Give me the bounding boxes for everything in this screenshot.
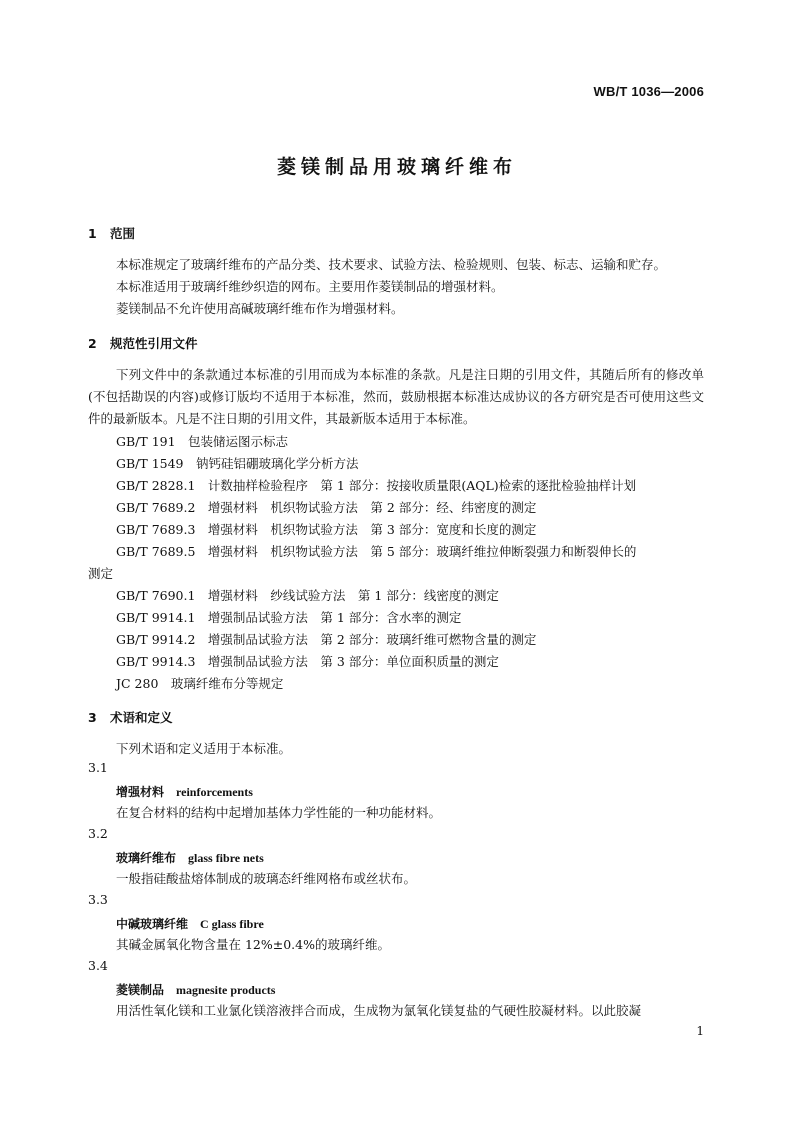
reference-item: GB/T 9914.1 增强制品试验方法 第 1 部分：含水率的测定 xyxy=(116,610,462,625)
term-title xyxy=(116,981,275,998)
term-en: reinforcements xyxy=(176,785,253,799)
reference-item: GB/T 7690.1 增强材料 纱线试验方法 第 1 部分：线密度的测定 xyxy=(116,588,499,603)
term-definition: 在复合材料的结构中起增加基体力学性能的一种功能材料。 xyxy=(116,805,442,820)
reference-item: GB/T 9914.2 增强制品试验方法 第 2 部分：玻璃纤维可燃物含量的测定 xyxy=(116,632,537,647)
term-en: C glass fibre xyxy=(200,917,264,931)
term-number: 3.2 xyxy=(88,826,108,841)
term-title xyxy=(116,783,253,800)
term-definition: 其碱金属氧化物含量在 12%±0.4%的玻璃纤维。 xyxy=(116,937,390,952)
reference-item: GB/T 7689.2 增强材料 机织物试验方法 第 2 部分：经、纬密度的测定 xyxy=(116,500,537,515)
section-number: 3 xyxy=(88,710,97,725)
reference-item: GB/T 7689.3 增强材料 机织物试验方法 第 3 部分：宽度和长度的测定 xyxy=(116,522,537,537)
section-heading-1 xyxy=(88,224,135,242)
term-definition: 用活性氧化镁和工业氯化镁溶液拌合而成，生成物为氯氧化镁复盐的气硬性胶凝材料。以此胶凝 xyxy=(116,1003,642,1018)
term-title xyxy=(116,849,264,866)
section-title: 规范性引用文件 xyxy=(110,336,198,351)
section-number: 2 xyxy=(88,336,97,351)
reference-item-continued: 测定 xyxy=(88,566,114,581)
term-definition: 一般指硅酸盐熔体制成的玻璃态纤维网格布或丝状布。 xyxy=(116,871,417,886)
section-title: 术语和定义 xyxy=(110,710,173,725)
reference-item: GB/T 1549 钠钙硅铝硼玻璃化学分析方法 xyxy=(116,456,359,471)
reference-item: GB/T 7689.5 增强材料 机织物试验方法 第 5 部分：玻璃纤维拉伸断裂强力和断裂伸长的 xyxy=(116,544,637,559)
reference-item: GB/T 191 包装储运图示标志 xyxy=(116,434,289,449)
reference-item: GB/T 9914.3 增强制品试验方法 第 3 部分：单位面积质量的测定 xyxy=(116,654,499,669)
term-title xyxy=(116,915,264,932)
paragraph: 下列术语和定义适用于本标准。 xyxy=(116,741,292,756)
paragraph: 本标准规定了玻璃纤维布的产品分类、技术要求、试验方法、检验规则、包装、标志、运输和贮存。 xyxy=(116,257,667,272)
term-number: 3.3 xyxy=(88,892,108,907)
paragraph: 本标准适用于玻璃纤维纱织造的网布。主要用作菱镁制品的增强材料。 xyxy=(116,279,504,294)
term-number: 3.4 xyxy=(88,958,108,973)
term-zh: 中碱玻璃纤维 xyxy=(116,917,189,931)
term-zh: 增强材料 xyxy=(116,785,165,799)
section-title: 范围 xyxy=(110,226,136,241)
reference-item: GB/T 2828.1 计数抽样检验程序 第 1 部分：按接收质量限(AQL)检索的逐批检验抽样计划 xyxy=(116,478,637,493)
standard-code: WB/T 1036—2006 xyxy=(593,84,704,99)
term-zh: 玻璃纤维布 xyxy=(116,851,177,865)
term-en: magnesite products xyxy=(176,983,276,997)
page-number: 1 xyxy=(696,1024,704,1038)
term-zh: 菱镁制品 xyxy=(116,983,165,997)
paragraph: 菱镁制品不允许使用高碱玻璃纤维布作为增强材料。 xyxy=(116,301,404,316)
reference-item: JC 280 玻璃纤维布分等规定 xyxy=(116,676,284,691)
section-heading-2 xyxy=(88,334,198,352)
section-number: 1 xyxy=(88,226,97,241)
section-heading-3 xyxy=(88,708,173,726)
term-en: glass fibre nets xyxy=(188,851,264,865)
term-number: 3.1 xyxy=(88,760,108,775)
paragraph-intro: 下列文件中的条款通过本标准的引用而成为本标准的条款。凡是注日期的引用文件，其随后所有的修改单(不包括勘误的内容)或修订版均不适用于本标准，然而，鼓励根据本标准达成协议的各方研究是否可使用这些文件的最新版本。凡是不注日期的引用文件，其最新版本适用于本标准。 xyxy=(88,367,704,426)
document-title: 菱镁制品用玻璃纤维布 xyxy=(276,156,517,178)
